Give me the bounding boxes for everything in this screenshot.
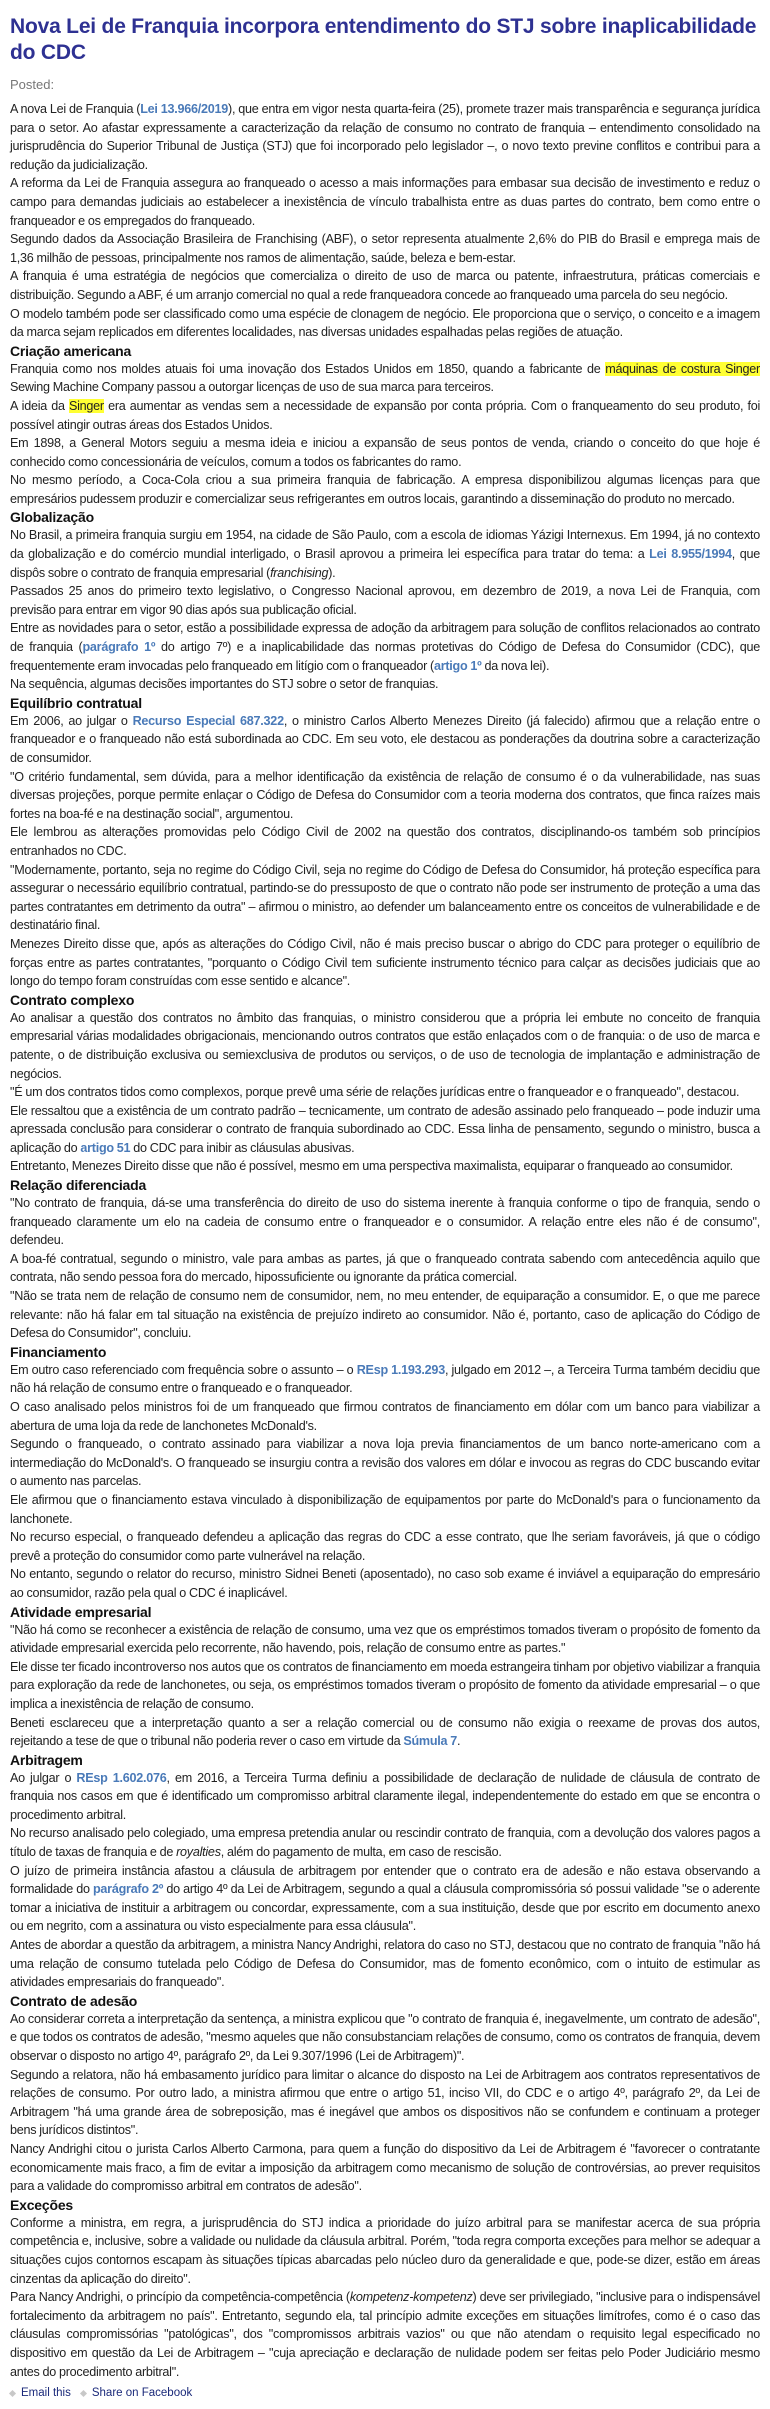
paragraph-text: , julgado em 2012 –, a Terceira Turma também decidiu que não há relação de consumo entre o franqueado e o franqueador. bbox=[10, 1362, 760, 1396]
paragraph-text: Ele lembrou as alterações promovidas pelo Código Civil de 2002 na questão dos contratos, disciplinando-os também sob princípios entranhados no CDC. bbox=[10, 825, 760, 858]
article-paragraph bbox=[10, 526, 760, 582]
paragraph-text: "Não há como se reconhecer a existência de relação de consumo, uma vez que os empréstimos tomados tiveram o propósito de fomento da atividade empresarial exercida pelo recorrente, não havendo, pois, relação de consumo entre as partes." bbox=[10, 1622, 760, 1656]
paragraph-text: Ao considerar correta a interpretação da sentença, a ministra explicou que "o contrato de franquia é, inegavelmente, um contrato de adesão", e que todos os contratos de adesão, "mesmo aqueles que não consubstanciam relações de consumo, como os contratos de franquia, devem observar o disposto no artigo 4º, parágrafo 2º, da Lei 9.307/1996 (Lei de Arbitragem)". bbox=[10, 2011, 760, 2063]
article-paragraph bbox=[10, 1528, 760, 1565]
paragraph-text: da nova lei). bbox=[481, 658, 550, 673]
paragraph-text: Em outro caso referenciado com frequência sobre o assunto – o bbox=[10, 1362, 357, 1377]
paragraph-text: Ao julgar o bbox=[10, 1770, 77, 1785]
paragraph-text: do CDC para inibir as cláusulas abusivas. bbox=[130, 1140, 355, 1155]
paragraph-text: No entanto, segundo o relator do recurso, ministro Sidnei Beneti (aposentado), no caso sob exame é inviável a equiparação do empresário ao consumidor, razão pela qual o CDC é inaplicável. bbox=[10, 1567, 760, 1600]
article-paragraph bbox=[10, 1287, 760, 1343]
paragraph-text: No recurso analisado pelo colegiado, uma empresa pretendia anular ou rescindir contrato de franquia, com a devolução dos valores pagos a título de taxas de franquia e de bbox=[10, 1826, 760, 1860]
article-paragraph bbox=[10, 397, 760, 434]
reference-link[interactable]: Lei 8.955/1994 bbox=[649, 547, 732, 562]
paragraph-text: , além do pagamento de multa, em caso de rescisão. bbox=[220, 1845, 502, 1860]
paragraph-text: Beneti esclareceu que a interpretação quanto a ser a relação comercial ou de consumo não exigia o reexame de provas dos autos, rejeitando a tese de que o tribunal não poderia rever o caso em virtude da bbox=[10, 1715, 760, 1749]
article-paragraph bbox=[10, 305, 760, 342]
article-paragraph bbox=[10, 1361, 760, 1398]
article-paragraph bbox=[10, 935, 760, 991]
article-paragraph bbox=[10, 2214, 760, 2288]
article-paragraph bbox=[10, 582, 760, 619]
paragraph-text: do artigo 7º) e a inaplicabilidade das normas protetivas do Código de Defesa do Consumidor (CDC), que frequentemente eram invocadas pelo franqueado em litígio com o franqueador ( bbox=[10, 640, 760, 673]
paragraph-text: Em 1898, a General Motors seguiu a mesma ideia e iniciou a expansão de seus pontos de venda, criando o conceito do que hoje é conhecido como concessionária de veículos, comum a todos os fabricantes do ramo. bbox=[10, 436, 760, 469]
article-paragraph bbox=[10, 1936, 760, 1992]
paragraph-text: No recurso especial, o franqueado defendeu a aplicação das regras do CDC a esse contrato, que lhe seriam favoráveis, já que o código prevê a proteção do consumidor como parte vulnerável na relação. bbox=[10, 1530, 760, 1563]
paragraph-text: "No contrato de franquia, dá-se uma transferência do direito de uso do sistema inerente à franquia conforme o tipo de franquia, sendo o franqueado claramente um elo na cadeia de consumo entre o franqueador e o consumidor. A relação entre eles não é de consumo", defendeu. bbox=[10, 1196, 760, 1248]
article-paragraph bbox=[10, 1194, 760, 1250]
article-paragraph bbox=[10, 1157, 760, 1176]
article-body bbox=[10, 100, 760, 2381]
paragraph-text: A reforma da Lei de Franquia assegura ao franqueado o acesso a mais informações para embasar sua decisão de investimento e reduz o campo para demandas judiciais ao estabelecer a inexistência de vínculo trabalhista entre as duas partes do contrato, bem como entre o franqueador e os empregados do franqueado. bbox=[10, 176, 760, 228]
article-paragraph bbox=[10, 1102, 760, 1158]
paragraph-text: No mesmo período, a Coca-Cola criou a sua primeira franquia de fabricação. A empresa disponibilizou algumas licenças para que empresários pudessem produzir e comercializar seus refrigerantes em outros locais, garantindo a disseminação do produto no mercado. bbox=[10, 473, 760, 506]
paragraph-text: No Brasil, a primeira franquia surgiu em 1954, na cidade de São Paulo, com a escola de idiomas Yázigi Internexus. Em 1994, já no contexto da globalização e do comércio mundial interligado, o Brasil aprovou a primeira lei específica para tratar do tema: a bbox=[10, 528, 760, 562]
reference-link[interactable]: REsp 1.602.076 bbox=[76, 1770, 167, 1785]
paragraph-text: A boa-fé contratual, segundo o ministro, vale para ambas as partes, já que o franqueado contrata sabendo com antecedência aquilo que contrata, não sendo pessoa fora do mercado, hipossuficiente ou ignorante da prática comercial. bbox=[10, 1251, 760, 1285]
article-paragraph bbox=[10, 619, 760, 675]
diamond-bullet-icon bbox=[80, 2390, 87, 2397]
email-this-link[interactable] bbox=[10, 2387, 71, 2399]
paragraph-text: era aumentar as vendas sem a necessidade de expansão por conta própria. Com o franqueamento do seu produto, foi possível atingir outras áreas dos Estados Unidos. bbox=[10, 398, 760, 432]
paragraph-text: "Não se trata nem de relação de consumo nem de consumidor, nem, no meu entender, de equiparação a consumidor. E, o que me parece relevante: não há falar em tal situação na existência de prejuízo indireto ao consumidor. Não é, portanto, caso de aplicação do Código de Defesa do Consumidor", concluiu. bbox=[10, 1289, 760, 1341]
article-paragraph bbox=[10, 2288, 760, 2381]
article-paragraph bbox=[10, 823, 760, 860]
reference-link[interactable]: artigo 51 bbox=[80, 1140, 131, 1155]
paragraph-text: Na sequência, algumas decisões importantes do STJ sobre o setor de franquias. bbox=[10, 677, 439, 692]
paragraph-text: Entre as novidades para o setor, estão a possibilidade expressa de adoção da arbitragem para solução de conflitos relacionados ao contrato de franquia ( bbox=[10, 621, 760, 655]
reference-link[interactable]: Súmula 7 bbox=[403, 1734, 458, 1749]
article-paragraph bbox=[10, 2010, 760, 2066]
section-heading: Arbitragem bbox=[10, 1751, 83, 1768]
paragraph-text: , em 2016, a Terceira Turma definiu a possibilidade de declaração de nulidade de cláusula de contrato de franquia nos casos em que é identificado um compromisso arbitral claramente ilegal, independentemente do estado em que se encontra o procedimento arbitral. bbox=[10, 1770, 761, 1822]
article-paragraph bbox=[10, 1621, 760, 1658]
italic-term: franchising bbox=[270, 565, 329, 580]
diamond-bullet-icon bbox=[9, 2390, 16, 2397]
posted-label: Posted: bbox=[10, 77, 55, 92]
paragraph-text: A nova Lei de Franquia ( bbox=[10, 102, 141, 116]
paragraph-text: Conforme a ministra, em regra, a jurisprudência do STJ indica a prioridade do juízo arbitral para se manifestar acerca de sua própria competência e, inclusive, sobre a validade ou nulidade da cláusula arbitral. Porém, "toda regra comporta exceções para melhor se adequar a situações cujos contornos escapam às situações típicas abarcadas pelo núcleo duro da generalidade e que, pode-se dizer, estão em áreas cinzentas da aplicação do direito". bbox=[10, 2215, 760, 2286]
article-paragraph bbox=[10, 1009, 760, 1083]
paragraph-text: Segundo dados da Associação Brasileira de Franchising (ABF), o setor representa atualmente 2,6% do PIB do Brasil e emprega mais de 1,36 milhão de pessoas, principalmente nos ramos de alimentação, saúde, beleza e bem-estar. bbox=[10, 232, 760, 265]
paragraph-text: Antes de abordar a questão da arbitragem, a ministra Nancy Andrighi, relatora do caso no STJ, destacou que no contrato de franquia "não há uma relação de consumo tutelada pelo Código de Defesa do Consumidor, mas de fomento econômico, com o intuito de estimular as atividades empresariais do franqueado". bbox=[10, 1938, 760, 1990]
article-paragraph bbox=[10, 100, 760, 174]
article-paragraph bbox=[10, 267, 760, 304]
paragraph-text: Ao analisar a questão dos contratos no âmbito das franquias, o ministro considerou que a própria lei embute no conceito de franquia empresarial várias modalidades obrigacionais, mencionando outros contratos que estão enlaçados com o de franquia: o de uso de marca e patente, o de distribuição exclusiva ou semiexclusiva de produtos ou serviços, o de uso de tecnologia de implantação e administração de negócios. bbox=[10, 1010, 760, 1081]
reference-link[interactable]: artigo 1º bbox=[433, 658, 482, 673]
article-paragraph bbox=[10, 471, 760, 508]
paragraph-text: O caso analisado pelos ministros foi de um franqueado que firmou contratos de financiamento em dólar com um banco para viabilizar a abertura de uma loja da rede de lanchonetes McDonald's. bbox=[10, 1400, 760, 1433]
paragraph-text: Ele disse ter ficado incontroverso nos autos que os contratos de financiamento em moeda estrangeira tinham por objetivo viabilizar a franquia para exploração da rede de lanchonetes, ou seja, os empréstimos tomados tiveram o propósito de fomento da atividade empresarial – o que implica a inexistência de relação de consumo. bbox=[10, 1659, 760, 1711]
share-facebook-label: Share on Facebook bbox=[91, 2387, 193, 2400]
paragraph-text: "Modernamente, portanto, seja no regime do Código Civil, seja no regime do Código de Defesa do Consumidor, há proteção específica para assegurar o necessário equilíbrio contratual, partindo-se do pressuposto de que o contrato não pode ser instrumento de proteção a uma das partes contratantes em detrimento da outra" – afirmou o ministro, ao defender um balanceamento entre os conceitos de vulnerabilidade e de destinatário final. bbox=[10, 862, 760, 933]
paragraph-text: A ideia da bbox=[10, 398, 69, 413]
article-paragraph bbox=[10, 434, 760, 471]
paragraph-text: O juízo de primeira instância afastou a cláusula de arbitragem por entender que o contrato era de adesão e não estava observando a formalidade do bbox=[10, 1863, 760, 1897]
italic-term: kompetenz-kompetenz bbox=[349, 2290, 473, 2305]
paragraph-text: . bbox=[457, 1734, 461, 1749]
paragraph-text: "É um dos contratos tidos como complexos, porque prevê uma série de relações jurídicas entre o franqueador e o franqueado", destacou. bbox=[10, 1085, 740, 1100]
section-heading: Exceções bbox=[10, 2196, 74, 2213]
paragraph-text: , que dispôs sobre o contrato de franquia empresarial ( bbox=[10, 547, 760, 580]
paragraph-text: , o ministro Carlos Alberto Menezes Direito (já falecido) afirmou que a relação entre o franqueador e o franqueado não está subordinada ao CDC. Em seu voto, ele destacou as ponderações da doutrina sobre a caracterização de consumidor. bbox=[10, 713, 761, 765]
reference-link[interactable]: REsp 1.193.293 bbox=[356, 1362, 445, 1377]
share-on-facebook-link[interactable] bbox=[81, 2387, 192, 2399]
article-paragraph bbox=[10, 1658, 760, 1714]
section-heading: Contrato de adesão bbox=[10, 1992, 138, 2009]
paragraph-text: Ele ressaltou que a existência de um contrato padrão – tecnicamente, um contrato de adesão assinado pelo franqueado – pode induzir uma apressada conclusão para considerar o contrato de franquia subordinado ao CDC. Essa linha de pensamento, segundo o ministro, busca a aplicação do bbox=[10, 1103, 760, 1155]
paragraph-text: Ele afirmou que o financiamento estava vinculado à disponibilização de equipamentos por parte do McDonald's para o funcionamento da lanchonete. bbox=[10, 1492, 760, 1526]
article-paragraph bbox=[10, 1491, 760, 1528]
italic-term: royalties bbox=[176, 1845, 221, 1860]
paragraph-text: do artigo 4º da Lei de Arbitragem, segundo a qual a cláusula compromissória só possui validade "se o aderente tomar a iniciativa de instituir a arbitragem ou concordar, expressamente, com a sua instituição, desde que por escrito em documento anexo ou em negrito, com a assinatura ou visto especialmente para essa cláusula". bbox=[10, 1882, 760, 1934]
share-bar bbox=[10, 2387, 760, 2399]
paragraph-text: Para Nancy Andrighi, o princípio da competência-competência ( bbox=[10, 2290, 350, 2305]
section-heading: Criação americana bbox=[10, 342, 132, 359]
article-paragraph bbox=[10, 1398, 760, 1435]
reference-link[interactable]: Recurso Especial 687.322 bbox=[132, 713, 284, 728]
paragraph-text: Entretanto, Menezes Direito disse que não é possível, mesmo em uma perspectiva maximalista, equiparar o franqueado ao consumidor. bbox=[10, 1159, 733, 1174]
article-paragraph bbox=[10, 768, 760, 824]
paragraph-text: ) deve ser privilegiado, "inclusive para o indispensável fortalecimento da arbitragem no país". Entretanto, segundo ela, tal princípio admite exceções em situações limítrofes, como é o caso das cláusulas compromissórias "patológicas", dos "compromissos arbitrais vazios" ou que não atendam o requisito legal especificado no dispositivo em questão da Lei de Arbitragem – "cuja apreciação e declaração de nulidade podem ser feitas pelo Poder Judiciário mesmo antes do procedimento arbitral". bbox=[10, 2290, 760, 2379]
section-heading: Equilíbrio contratual bbox=[10, 694, 142, 711]
paragraph-text: Passados 25 anos do primeiro texto legislativo, o Congresso Nacional aprovou, em dezembro de 2019, a nova Lei de Franquia, com previsão para entrar em vigor 90 dias após sua publicação oficial. bbox=[10, 584, 760, 617]
section-heading: Relação diferenciada bbox=[10, 1177, 147, 1194]
article-paragraph bbox=[10, 1435, 760, 1491]
article-paragraph bbox=[10, 230, 760, 267]
article-paragraph bbox=[10, 1824, 760, 1861]
section-heading: Contrato complexo bbox=[10, 991, 135, 1008]
paragraph-text: Segundo o franqueado, o contrato assinado para viabilizar a nova loja previa financiamentos de um banco norte-americano com a intermediação do McDonald's. O franqueado se insurgiu contra a revisão dos valores em dólar e invocou as regras do CDC buscando evitar o aumento nas parcelas. bbox=[10, 1437, 760, 1489]
article-paragraph bbox=[10, 2140, 760, 2196]
paragraph-text: A franquia é uma estratégia de negócios que comercializa o direito de uso de marca ou patente, infraestrutura, práticas comerciais e distribuição. Segundo a ABF, é um arranjo comercial no qual a rede franqueadora concede ao franqueado uma parcela do seu negócio. bbox=[10, 269, 760, 302]
article-paragraph bbox=[10, 2066, 760, 2140]
paragraph-text: ). bbox=[328, 565, 336, 580]
article-paragraph bbox=[10, 861, 760, 935]
paragraph-text: ), que entra em vigor nesta quarta-feira (25), promete trazer mais transparência e segurança jurídica para o setor. Ao afastar expressamente a caracterização da relação de consumo no contrato de franquia – entendimento consolidado na jurisprudência do Superior Tribunal de Justiça (STJ) que foi incorporado pelo legislador –, o novo texto previne conflitos e contribui para a redução da judicialização. bbox=[10, 102, 760, 172]
section-heading: Financiamento bbox=[10, 1343, 107, 1360]
email-this-label: Email this bbox=[21, 2387, 71, 2400]
paragraph-text: Em 2006, ao julgar o bbox=[10, 713, 133, 728]
article-paragraph bbox=[10, 174, 760, 230]
reference-link[interactable]: parágrafo 1º bbox=[82, 640, 156, 655]
section-heading: Globalização bbox=[10, 509, 94, 526]
highlighted-text: máquinas de costura Singer bbox=[605, 361, 761, 376]
paragraph-text: Nancy Andrighi citou o jurista Carlos Alberto Carmona, para quem a função do dispositivo da Lei de Arbitragem é "favorecer o contratante economicamente mais fraco, a fim de evitar a imposição da arbitragem como mecanismo de solução de controvérsias, ao prever requisitos para a validade do compromisso arbitral em contratos de adesão". bbox=[10, 2141, 760, 2194]
article-paragraph bbox=[10, 360, 760, 397]
article-paragraph bbox=[10, 1250, 760, 1287]
paragraph-text: "O critério fundamental, sem dúvida, para a melhor identificação da existência de relação de consumo é o da vulnerabilidade, nas suas diversas projeções, porque permite enlaçar o Código de Defesa do Consumidor com a teoria moderna dos contratos, que finca raízes mais fortes na boa-fé e na destinação social", argumentou. bbox=[10, 769, 760, 821]
article-paragraph bbox=[10, 1862, 760, 1936]
highlighted-text: Singer bbox=[68, 398, 104, 413]
article-paragraph bbox=[10, 1769, 760, 1825]
paragraph-text: Sewing Machine Company passou a outorgar licenças de uso de sua marca para terceiros. bbox=[10, 380, 494, 395]
article-paragraph bbox=[10, 675, 760, 694]
page-title: Nova Lei de Franquia incorpora entendimento do STJ sobre inaplicabilidade do CDC bbox=[10, 15, 757, 64]
article-paragraph bbox=[10, 1565, 760, 1602]
paragraph-text: Menezes Direito disse que, após as alterações do Código Civil, não é mais preciso buscar o abrigo do CDC para proteger o equilíbrio de forças entre as partes contratantes, "porquanto o Código Civil tem suficiente instrumento técnico para calçar as decisões judiciais que ao longo do tempo foram construídas com esse sentido e alcance". bbox=[10, 936, 760, 989]
reference-link[interactable]: parágrafo 2º bbox=[92, 1882, 164, 1897]
paragraph-text: O modelo também pode ser classificado como uma espécie de clonagem de negócio. Ele proporciona que o serviço, o conceito e a imagem da marca sejam replicados em diferentes localidades, nas diversas unidades espalhadas pelas regiões de atuação. bbox=[10, 306, 760, 340]
article-paragraph bbox=[10, 712, 760, 768]
paragraph-text: Franquia como nos moldes atuais foi uma inovação dos Estados Unidos em 1850, quando a fabricante de bbox=[10, 361, 606, 376]
article-paragraph bbox=[10, 1083, 760, 1102]
paragraph-text: Segundo a relatora, não há embasamento jurídico para limitar o alcance do disposto na Lei de Arbitragem aos contratos representativos de relações de consumo. Por outro lado, a ministra afirmou que entre o artigo 51, inciso VII, do CDC e o artigo 4º, parágrafo 2º, da Lei de Arbitragem "há uma grande área de sobreposição, mas é inegável que ambos os dispositivos não se confundem e continuam a proteger bens jurídicos distintos". bbox=[10, 2067, 760, 2138]
article-paragraph bbox=[10, 1714, 760, 1751]
section-heading: Atividade empresarial bbox=[10, 1603, 152, 1620]
reference-link[interactable]: Lei 13.966/2019 bbox=[140, 102, 229, 116]
